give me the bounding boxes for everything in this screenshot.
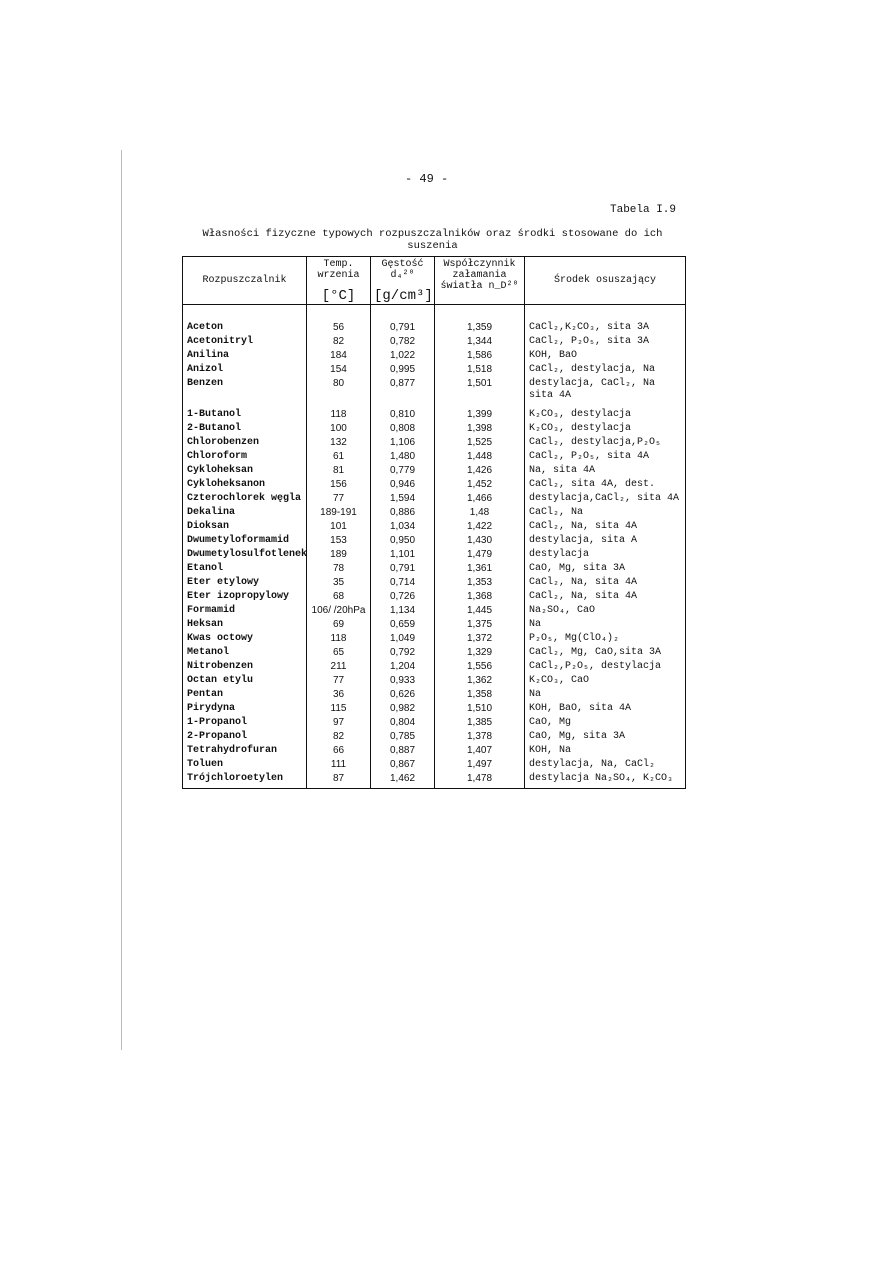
page-number: - 49 -: [405, 172, 449, 186]
drying-agent-cell: P₂O₅, Mg(ClO₄)₂: [525, 632, 686, 646]
drying-agent-cell: CaCl₂, P₂O₅, sita 3A: [525, 335, 686, 349]
density-cell: 0,877: [371, 377, 435, 403]
table-row: [183, 744, 686, 758]
drying-agent-cell: CaCl₂, destylacja, Na: [525, 363, 686, 377]
solvent-name-cell: Nitrobenzen: [183, 660, 307, 674]
density-cell: 0,808: [371, 422, 435, 436]
density-cell: 0,792: [371, 646, 435, 660]
density-cell: 0,946: [371, 478, 435, 492]
refractive-index-cell: 1,368: [435, 590, 525, 604]
solvent-name-cell: Chloroform: [183, 450, 307, 464]
solvent-name-cell: Octan etylu: [183, 674, 307, 688]
solvent-name-cell: 1-Propanol: [183, 716, 307, 730]
scan-margin-line: [121, 150, 122, 1050]
solvent-name-cell: Metanol: [183, 646, 307, 660]
boiling-point-cell: 97: [307, 716, 371, 730]
density-cell: 1,462: [371, 772, 435, 789]
solvent-name-cell: 1-Butanol: [183, 403, 307, 422]
boiling-point-cell: 78: [307, 562, 371, 576]
solvent-name-cell: Benzen: [183, 377, 307, 403]
drying-agent-cell: CaCl₂, Na, sita 4A: [525, 576, 686, 590]
solvent-name-cell: Anilina: [183, 349, 307, 363]
density-cell: 1,034: [371, 520, 435, 534]
header-density: Gęstość d₄²⁰ [g/cm³]: [371, 257, 435, 305]
drying-agent-cell: CaO, Mg, sita 3A: [525, 562, 686, 576]
table-header-row: [183, 257, 686, 305]
table-label: Tabela I.9: [610, 204, 677, 216]
drying-agent-cell: CaCl₂, destylacja,P₂O₅: [525, 436, 686, 450]
solvent-name-cell: Kwas octowy: [183, 632, 307, 646]
solvent-name-cell: 2-Butanol: [183, 422, 307, 436]
table-row: [183, 576, 686, 590]
solvent-name-cell: 2-Propanol: [183, 730, 307, 744]
boiling-point-cell: 118: [307, 403, 371, 422]
table-row: [183, 436, 686, 450]
solvent-name-cell: Eter izopropylowy: [183, 590, 307, 604]
density-cell: 0,995: [371, 363, 435, 377]
boiling-point-cell: 35: [307, 576, 371, 590]
boiling-point-cell: 36: [307, 688, 371, 702]
table-row: [183, 702, 686, 716]
boiling-point-cell: 154: [307, 363, 371, 377]
solvent-name-cell: Dioksan: [183, 520, 307, 534]
refractive-index-cell: 1,586: [435, 349, 525, 363]
drying-agent-cell: CaCl₂, P₂O₅, sita 4A: [525, 450, 686, 464]
boiling-point-cell: 81: [307, 464, 371, 478]
solvent-name-cell: Cykloheksanon: [183, 478, 307, 492]
refractive-index-cell: 1,344: [435, 335, 525, 349]
header-boiling: Temp. wrzenia [°C]: [307, 257, 371, 305]
boiling-point-cell: 82: [307, 335, 371, 349]
boiling-point-cell: 101: [307, 520, 371, 534]
table-row: [183, 730, 686, 744]
refractive-index-cell: 1,525: [435, 436, 525, 450]
density-cell: 0,933: [371, 674, 435, 688]
density-cell: 0,867: [371, 758, 435, 772]
drying-agent-cell: KOH, BaO, sita 4A: [525, 702, 686, 716]
refractive-index-cell: 1,398: [435, 422, 525, 436]
boiling-point-cell: 82: [307, 730, 371, 744]
table-row: [183, 674, 686, 688]
boiling-point-cell: 61: [307, 450, 371, 464]
refractive-index-cell: 1,353: [435, 576, 525, 590]
density-cell: 1,480: [371, 450, 435, 464]
boiling-point-cell: 106/ /20hPa: [307, 604, 371, 618]
drying-agent-cell: KOH, Na: [525, 744, 686, 758]
refractive-index-cell: 1,358: [435, 688, 525, 702]
table-row: [183, 492, 686, 506]
table-row: [183, 506, 686, 520]
table-row: [183, 377, 686, 403]
density-cell: 0,950: [371, 534, 435, 548]
boiling-point-cell: 65: [307, 646, 371, 660]
boiling-point-cell: 66: [307, 744, 371, 758]
refractive-index-cell: 1,426: [435, 464, 525, 478]
header-refraction: Współczynnik załamania światła n_D²⁰: [435, 257, 525, 305]
table-row: [183, 772, 686, 789]
table-row: [183, 335, 686, 349]
drying-agent-cell: Na₂SO₄, CaO: [525, 604, 686, 618]
solvent-name-cell: Pentan: [183, 688, 307, 702]
refractive-index-cell: 1,510: [435, 702, 525, 716]
drying-agent-cell: CaCl₂, sita 4A, dest.: [525, 478, 686, 492]
boiling-point-cell: 111: [307, 758, 371, 772]
solvent-name-cell: Toluen: [183, 758, 307, 772]
refractive-index-cell: 1,375: [435, 618, 525, 632]
refractive-index-cell: 1,399: [435, 403, 525, 422]
table-row: [183, 646, 686, 660]
table-row: [183, 618, 686, 632]
refractive-index-cell: 1,378: [435, 730, 525, 744]
refractive-index-cell: 1,361: [435, 562, 525, 576]
table-row: [183, 562, 686, 576]
refractive-index-cell: 1,479: [435, 548, 525, 562]
drying-agent-cell: destylacja: [525, 548, 686, 562]
density-cell: 0,714: [371, 576, 435, 590]
refractive-index-cell: 1,445: [435, 604, 525, 618]
table-row: [183, 450, 686, 464]
density-cell: 0,626: [371, 688, 435, 702]
boiling-point-cell: 77: [307, 674, 371, 688]
boiling-point-cell: 69: [307, 618, 371, 632]
refractive-index-cell: 1,48: [435, 506, 525, 520]
table-row: [183, 604, 686, 618]
boiling-point-cell: 211: [307, 660, 371, 674]
header-drying-agent: Środek osuszający: [525, 257, 686, 305]
density-cell: 0,785: [371, 730, 435, 744]
boiling-point-cell: 100: [307, 422, 371, 436]
boiling-point-cell: 68: [307, 590, 371, 604]
drying-agent-cell: destylacja, Na, CaCl₂: [525, 758, 686, 772]
boiling-point-cell: 189: [307, 548, 371, 562]
drying-agent-cell: destylacja,CaCl₂, sita 4A: [525, 492, 686, 506]
density-cell: 1,101: [371, 548, 435, 562]
refractive-index-cell: 1,501: [435, 377, 525, 403]
drying-agent-cell: KOH, BaO: [525, 349, 686, 363]
boiling-point-cell: 56: [307, 321, 371, 335]
drying-agent-cell: CaO, Mg, sita 3A: [525, 730, 686, 744]
refractive-index-cell: 1,518: [435, 363, 525, 377]
solvent-name-cell: Etanol: [183, 562, 307, 576]
solvent-name-cell: Chlorobenzen: [183, 436, 307, 450]
table-row: [183, 660, 686, 674]
solvent-name-cell: Cykloheksan: [183, 464, 307, 478]
boiling-unit: [°C]: [321, 288, 356, 304]
drying-agent-cell: CaCl₂, Na: [525, 506, 686, 520]
density-cell: 0,791: [371, 562, 435, 576]
density-cell: 0,810: [371, 403, 435, 422]
table-row: [183, 478, 686, 492]
drying-agent-cell: CaCl₂, Na, sita 4A: [525, 590, 686, 604]
table-row: [183, 548, 686, 562]
drying-agent-cell: CaCl₂, Mg, CaO,sita 3A: [525, 646, 686, 660]
solvent-name-cell: Heksan: [183, 618, 307, 632]
solvent-name-cell: Aceton: [183, 321, 307, 335]
table-row: [183, 321, 686, 335]
table-row: [183, 349, 686, 363]
drying-agent-cell: CaCl₂, Na, sita 4A: [525, 520, 686, 534]
boiling-point-cell: 87: [307, 772, 371, 789]
density-cell: 1,022: [371, 349, 435, 363]
refractive-index-cell: 1,466: [435, 492, 525, 506]
refractive-index-cell: 1,478: [435, 772, 525, 789]
boiling-point-cell: 77: [307, 492, 371, 506]
table-row: [183, 363, 686, 377]
density-cell: 0,659: [371, 618, 435, 632]
table-row: [183, 688, 686, 702]
drying-agent-cell: CaCl₂,K₂CO₃, sita 3A: [525, 321, 686, 335]
solvent-name-cell: Trójchloroetylen: [183, 772, 307, 789]
solvent-properties-table: [182, 256, 686, 789]
drying-agent-cell: destylacja, CaCl₂, Na sita 4A: [525, 377, 686, 403]
boiling-point-cell: 153: [307, 534, 371, 548]
density-cell: 0,791: [371, 321, 435, 335]
boiling-point-cell: 80: [307, 377, 371, 403]
table-row: [183, 403, 686, 422]
table-row: [183, 758, 686, 772]
refractive-index-cell: 1,452: [435, 478, 525, 492]
header-solvent: Rozpuszczalnik: [183, 257, 307, 305]
boiling-point-cell: 115: [307, 702, 371, 716]
density-cell: 1,204: [371, 660, 435, 674]
drying-agent-cell: destylacja, sita A: [525, 534, 686, 548]
solvent-name-cell: Pirydyna: [183, 702, 307, 716]
refractive-index-cell: 1,422: [435, 520, 525, 534]
solvent-name-cell: Anizol: [183, 363, 307, 377]
drying-agent-cell: K₂CO₃, CaO: [525, 674, 686, 688]
density-cell: 0,982: [371, 702, 435, 716]
boiling-point-cell: 132: [307, 436, 371, 450]
refractive-index-cell: 1,359: [435, 321, 525, 335]
density-cell: 1,594: [371, 492, 435, 506]
solvent-name-cell: Dwumetylosulfotlenek: [183, 548, 307, 562]
solvent-name-cell: Acetonitryl: [183, 335, 307, 349]
density-cell: 0,726: [371, 590, 435, 604]
table-row: [183, 422, 686, 436]
refractive-index-cell: 1,362: [435, 674, 525, 688]
table-row: [183, 520, 686, 534]
table-row: [183, 464, 686, 478]
density-unit: [g/cm³]: [374, 288, 433, 304]
drying-agent-cell: K₂CO₃, destylacja: [525, 403, 686, 422]
boiling-point-cell: 189-191: [307, 506, 371, 520]
table-caption: Własności fizyczne typowych rozpuszczalników oraz środki stosowane do ich suszenia: [202, 228, 663, 252]
density-cell: 1,134: [371, 604, 435, 618]
drying-agent-cell: destylacja Na₂SO₄, K₂CO₃: [525, 772, 686, 789]
density-cell: 0,782: [371, 335, 435, 349]
density-cell: 1,049: [371, 632, 435, 646]
refractive-index-cell: 1,329: [435, 646, 525, 660]
drying-agent-cell: CaCl₂,P₂O₅, destylacja: [525, 660, 686, 674]
boiling-point-cell: 156: [307, 478, 371, 492]
drying-agent-cell: Na: [525, 618, 686, 632]
drying-agent-cell: Na, sita 4A: [525, 464, 686, 478]
solvent-name-cell: Eter etylowy: [183, 576, 307, 590]
density-cell: 1,106: [371, 436, 435, 450]
solvent-name-cell: Formamid: [183, 604, 307, 618]
refractive-index-cell: 1,448: [435, 450, 525, 464]
refractive-index-cell: 1,497: [435, 758, 525, 772]
refractive-index-cell: 1,556: [435, 660, 525, 674]
solvent-name-cell: Dekalina: [183, 506, 307, 520]
table-row: [183, 590, 686, 604]
density-cell: 0,886: [371, 506, 435, 520]
drying-agent-cell: CaO, Mg: [525, 716, 686, 730]
solvent-name-cell: Dwumetyloformamid: [183, 534, 307, 548]
table-row: [183, 534, 686, 548]
density-cell: 0,804: [371, 716, 435, 730]
density-cell: 0,887: [371, 744, 435, 758]
refractive-index-cell: 1,407: [435, 744, 525, 758]
solvent-name-cell: Czterochlorek węgla: [183, 492, 307, 506]
table-row: [183, 716, 686, 730]
refractive-index-cell: 1,372: [435, 632, 525, 646]
refractive-index-cell: 1,385: [435, 716, 525, 730]
solvent-name-cell: Tetrahydrofuran: [183, 744, 307, 758]
boiling-point-cell: 184: [307, 349, 371, 363]
table-row: [183, 632, 686, 646]
boiling-point-cell: 118: [307, 632, 371, 646]
drying-agent-cell: K₂CO₃, destylacja: [525, 422, 686, 436]
drying-agent-cell: Na: [525, 688, 686, 702]
density-cell: 0,779: [371, 464, 435, 478]
refractive-index-cell: 1,430: [435, 534, 525, 548]
